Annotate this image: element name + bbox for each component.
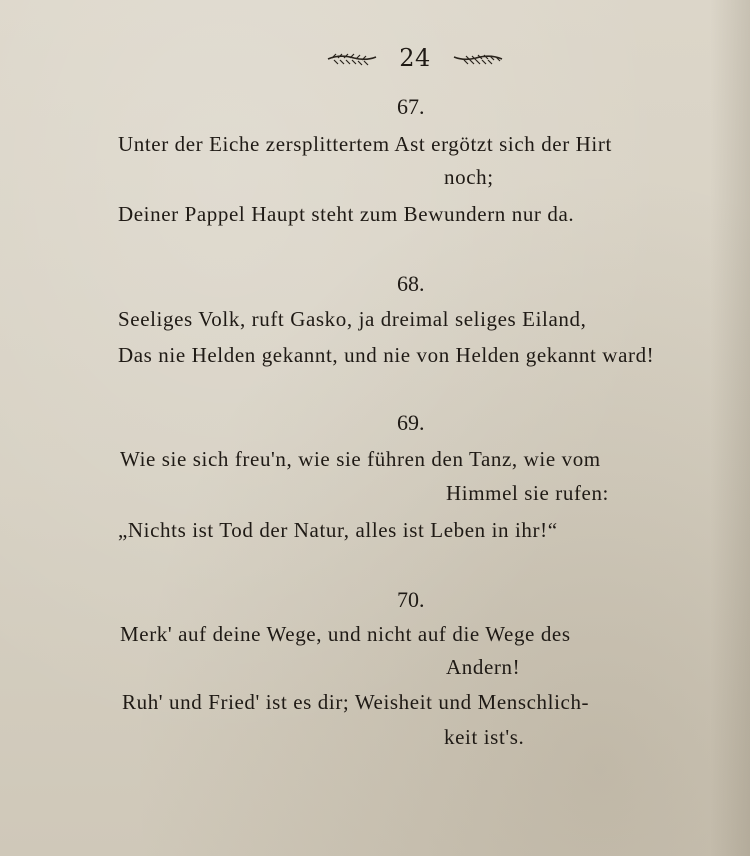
verse-line: Das nie Helden gekannt, und nie von Helden gekannt ward! <box>118 343 655 367</box>
right-ornament-icon <box>452 52 504 66</box>
verse-line: Merk' auf deine Wege, und nicht auf die Wege des <box>120 622 571 646</box>
verse-line: Unter der Eiche zersplittertem Ast ergötzt sich der Hirt <box>118 132 612 156</box>
verse-line: Wie sie sich freu'n, wie sie führen den Tanz, wie vom <box>120 447 601 471</box>
page-number: 24 <box>399 44 431 72</box>
stanza-number: 68. <box>397 271 425 296</box>
page-header <box>0 42 750 74</box>
verse-line: keit ist's. <box>444 725 525 749</box>
stanza-number: 67. <box>397 94 425 119</box>
verse-line: Deiner Pappel Haupt steht zum Bewundern nur da. <box>118 202 575 226</box>
verse-line: noch; <box>444 165 494 189</box>
verse-line: Himmel sie rufen: <box>446 481 609 505</box>
left-ornament-icon <box>326 52 378 66</box>
stanza-number: 69. <box>397 410 425 435</box>
verse-line: Ruh' und Fried' ist es dir; Weisheit und Menschlich- <box>122 690 590 714</box>
verse-line: Seeliges Volk, ruft Gasko, ja dreimal seliges Eiland, <box>118 307 587 331</box>
page-edge-shadow <box>710 0 750 856</box>
verse-line: Andern! <box>446 655 521 679</box>
stanza-number: 70. <box>397 587 425 612</box>
verse-line: „Nichts ist Tod der Natur, alles ist Leben in ihr!“ <box>118 518 558 542</box>
